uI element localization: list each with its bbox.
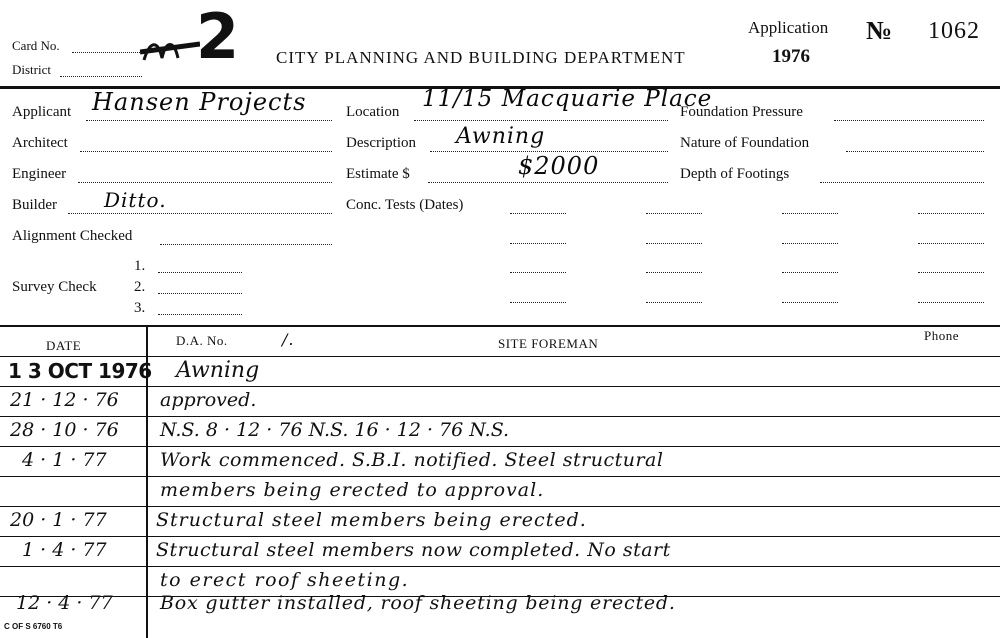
phone-header: Phone xyxy=(924,328,959,343)
log-entry-text: members being erected to approval. xyxy=(160,479,545,501)
da-no-value: /. xyxy=(282,330,295,349)
conc-test-line-9 xyxy=(510,272,566,273)
estimate-label: Estimate $ xyxy=(346,166,410,182)
applicant-label: Applicant xyxy=(12,104,72,120)
builder-line xyxy=(68,213,332,214)
card-no-label: Card No. xyxy=(12,38,60,53)
log-entry-text: Work commenced. S.B.I. notified. Steel structural xyxy=(160,449,664,471)
log-entry-text: N.S. 8 · 12 · 76 N.S. 16 · 12 · 76 N.S. xyxy=(160,419,510,441)
log-top-border xyxy=(0,325,1000,327)
engineer-label: Engineer xyxy=(12,166,67,182)
row-rule xyxy=(0,476,1000,477)
location-value: 11/15 Macquarie Place xyxy=(422,86,713,112)
row-rule xyxy=(0,416,1000,417)
conc-tests-label: Conc. Tests (Dates) xyxy=(346,197,464,213)
log-entry-text: to erect roof sheeting. xyxy=(160,569,410,591)
conc-test-line-3 xyxy=(782,213,838,214)
log-entry-date: 12 · 4 · 77 xyxy=(16,592,113,614)
nature-foundation-line xyxy=(846,151,984,152)
estimate-value: $2000 xyxy=(518,152,600,180)
site-foreman-header: SITE FOREMAN xyxy=(498,336,599,351)
row-rule xyxy=(0,536,1000,537)
da-no-header: D.A. No. xyxy=(176,333,228,348)
log-entry-text: Awning xyxy=(176,358,260,383)
conc-test-line-4 xyxy=(918,213,984,214)
architect-label: Architect xyxy=(12,135,68,151)
nature-foundation-label: Nature of Foundation xyxy=(680,135,810,151)
depth-footings-line xyxy=(820,182,984,183)
location-line xyxy=(414,120,668,121)
date-header: DATE xyxy=(46,338,82,353)
year: 1976 xyxy=(772,46,810,67)
struck-out-mark xyxy=(140,30,200,70)
conc-test-line-7 xyxy=(782,243,838,244)
row-rule xyxy=(0,446,1000,447)
description-value: Awning xyxy=(456,124,546,149)
log-entry-text: approved. xyxy=(160,389,257,411)
district-label: District xyxy=(12,62,51,77)
log-entry-date: 4 · 1 · 77 xyxy=(22,449,107,471)
conc-test-line-2 xyxy=(646,213,702,214)
log-header-rule xyxy=(0,356,1000,357)
builder-label: Builder xyxy=(12,197,57,213)
form-code: C OF S 6760 T6 xyxy=(4,622,63,631)
survey-item-1: 1. xyxy=(134,258,146,274)
log-entry-text: Structural steel members now completed. No start xyxy=(156,539,671,561)
alignment-line xyxy=(160,244,332,245)
survey-item-2: 2. xyxy=(134,279,146,295)
builder-value: Ditto. xyxy=(104,188,167,212)
engineer-line xyxy=(78,182,332,183)
conc-test-line-1 xyxy=(510,213,566,214)
conc-test-line-13 xyxy=(510,302,566,303)
conc-test-line-5 xyxy=(510,243,566,244)
conc-test-line-15 xyxy=(782,302,838,303)
application-number: 1062 xyxy=(928,18,980,44)
survey-line-3 xyxy=(158,314,242,315)
conc-test-line-6 xyxy=(646,243,702,244)
conc-test-line-10 xyxy=(646,272,702,273)
survey-line-1 xyxy=(158,272,242,273)
row-rule xyxy=(0,566,1000,567)
log-entry-date: 21 · 12 · 76 xyxy=(10,389,119,411)
conc-test-line-14 xyxy=(646,302,702,303)
row-rule xyxy=(0,386,1000,387)
alignment-label: Alignment Checked xyxy=(12,228,133,244)
survey-check-label: Survey Check xyxy=(12,279,97,295)
depth-footings-label: Depth of Footings xyxy=(680,166,790,182)
log-date-stamp: 1 3 OCT 1976 xyxy=(8,359,152,383)
log-entry-date: 1 · 4 · 77 xyxy=(22,539,107,561)
row-rule xyxy=(0,506,1000,507)
application-label: Application xyxy=(748,18,829,37)
survey-item-3: 3. xyxy=(134,300,146,316)
log-entry-date: 28 · 10 · 76 xyxy=(10,419,119,441)
log-entry-date: 20 · 1 · 77 xyxy=(10,509,107,531)
estimate-line xyxy=(428,182,668,183)
location-label: Location xyxy=(346,104,400,120)
conc-test-line-8 xyxy=(918,243,984,244)
conc-test-line-16 xyxy=(918,302,984,303)
conc-test-line-12 xyxy=(918,272,984,273)
description-label: Description xyxy=(346,135,416,151)
department-title: CITY PLANNING AND BUILDING DEPARTMENT xyxy=(276,48,686,67)
foundation-pressure-line xyxy=(834,120,984,121)
applicant-line xyxy=(86,120,332,121)
log-entry-text: Structural steel members being erected. xyxy=(156,509,587,531)
conc-test-line-11 xyxy=(782,272,838,273)
number-symbol: № xyxy=(866,16,893,45)
survey-line-2 xyxy=(158,293,242,294)
foundation-pressure-label: Foundation Pressure xyxy=(680,104,803,120)
card-number: 2 xyxy=(196,0,240,73)
architect-line xyxy=(80,151,332,152)
district-dots xyxy=(60,76,142,77)
card-no-dots xyxy=(72,52,142,53)
log-entry-text: Box gutter installed, roof sheeting being erected. xyxy=(160,592,676,614)
applicant-value: Hansen Projects xyxy=(92,88,307,116)
